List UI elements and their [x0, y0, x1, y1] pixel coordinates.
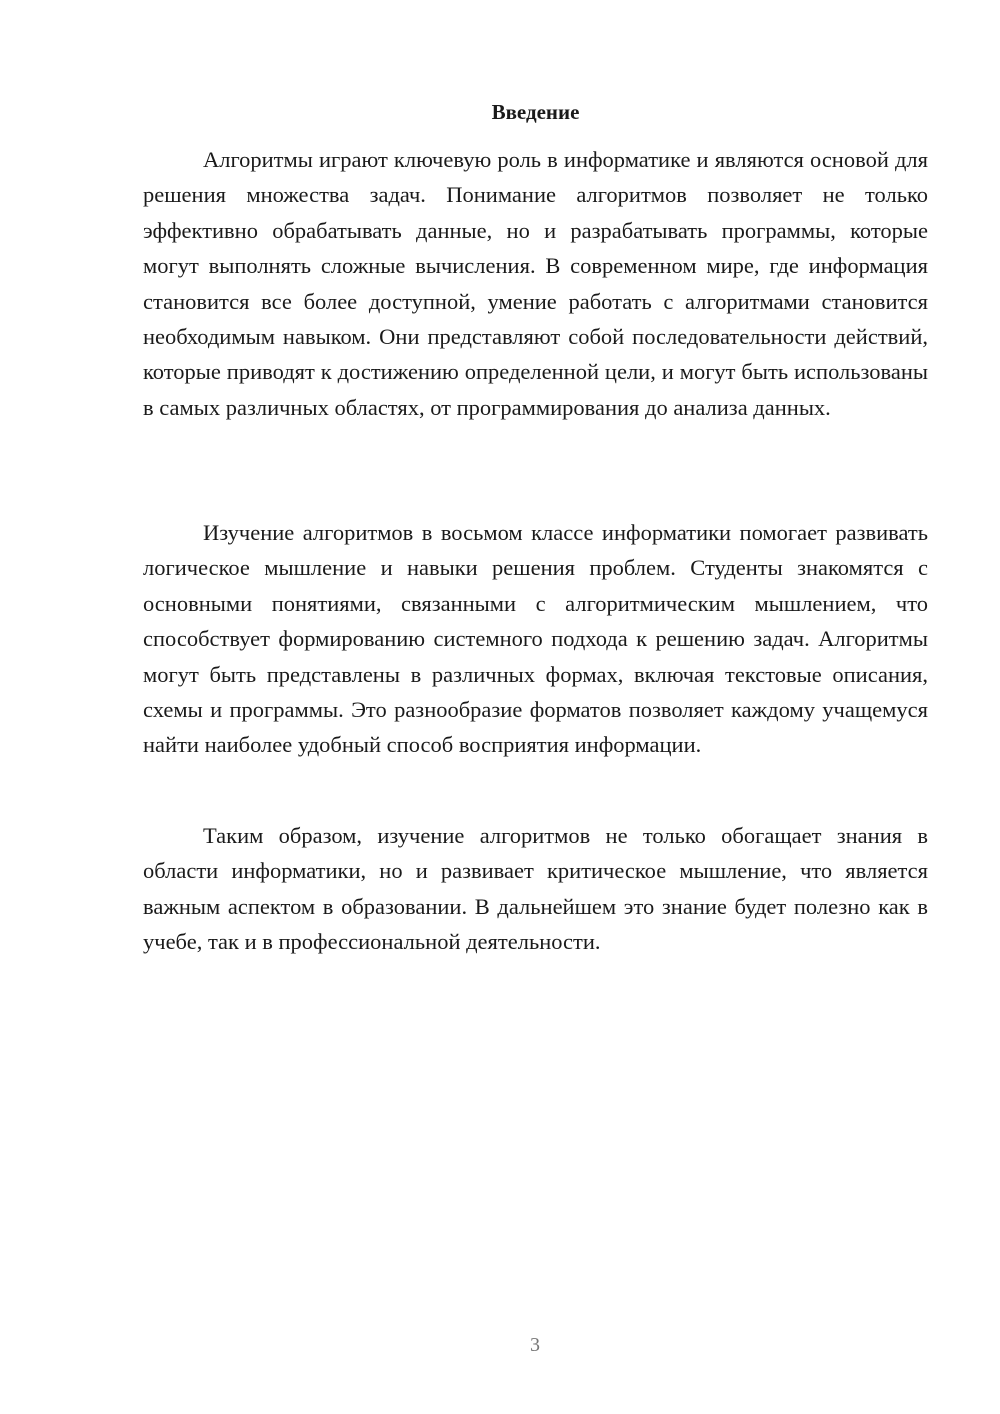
page-number: 3 [530, 1334, 540, 1356]
paragraph-2: Изучение алгоритмов в восьмом классе информатики помогает развивать логическое мышление и навыки решения проблем. Студенты знакомятся с основными понятиями, связанными с алгоритмическим мышлением, что способствует формированию системного подхода к решению задач. Алгоритмы могут быть представлены в различных формах, включая текстовые описания, схемы и программы. Это разнообразие форматов позволяет каждому учащемуся найти наиболее удобный способ восприятия информации. [143, 520, 928, 758]
paragraph-3: Таким образом, изучение алгоритмов не только обогащает знания в области информатики, но и развивает критическое мышление, что является важным аспектом в образовании. В дальнейшем это знание будет полезно как в учебе, так и в профессиональной деятельности. [143, 823, 928, 955]
section-heading: Введение [491, 100, 580, 124]
paragraph-1: Алгоритмы играют ключевую роль в информатике и являются основой для решения множества задач. Понимание алгоритмов позволяет не только эффективно обрабатывать данные, но и разрабатывать программы, которые могут выполнять сложные вычисления. В современном мире, где информация становится все более доступной, умение работать с алгоритмами становится необходимым навыком. Они представляют собой последовательности действий, которые приводят к достижению определенной цели, и могут быть использованы в самых различных областях, от программирования до анализа данных. [143, 147, 928, 420]
